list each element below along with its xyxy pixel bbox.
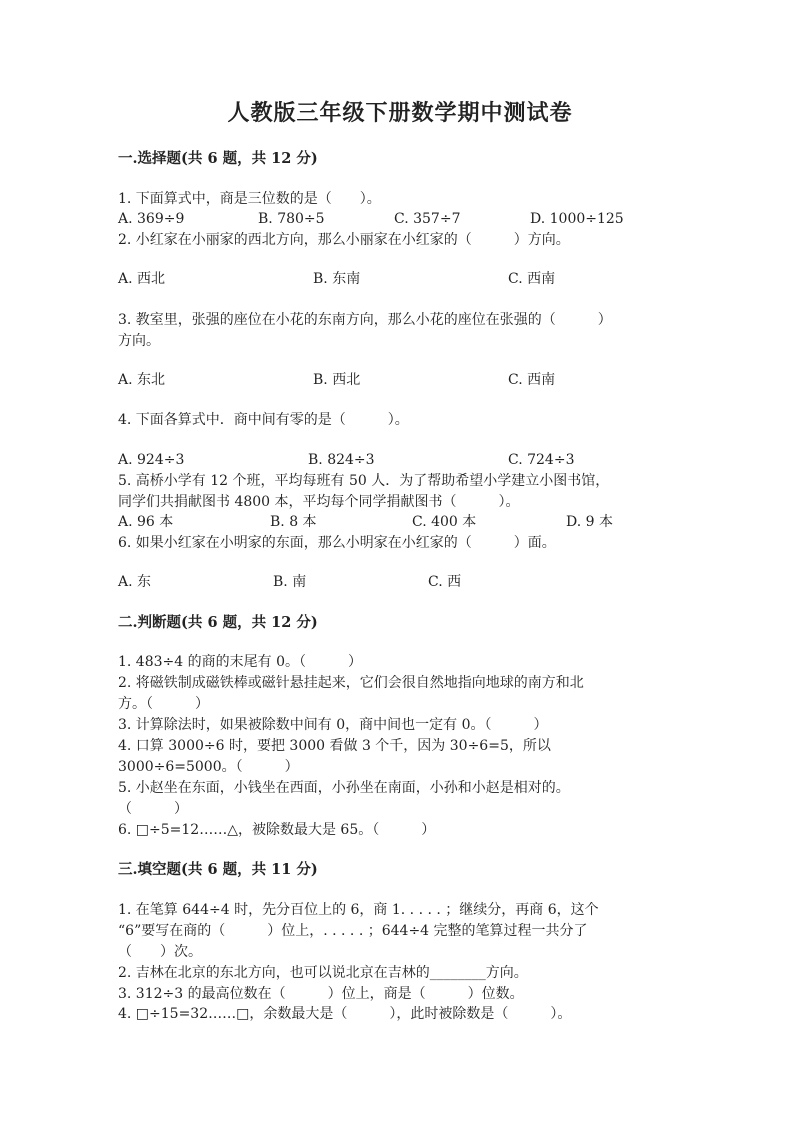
question-line: 1. 在笔算 644÷4 时，先分百位上的 6，商 1. . . . . ；继续分，再商 6，这个 <box>118 902 599 918</box>
question-line: 3. 312÷3 的最高位数在（ ）位上，商是（ ）位数。 <box>118 986 524 1002</box>
option-c: C. 西南 <box>508 271 556 287</box>
question-stem-cont: 方向。 <box>118 333 160 349</box>
option-a: A. 924÷3 <box>118 452 185 468</box>
option-c: C. 357÷7 <box>394 211 461 227</box>
question-line: 2. 将磁铁制成磁铁棒或磁针悬挂起来，它们会很自然地指向地球的南方和北 <box>118 675 584 691</box>
option-c: C. 西南 <box>508 372 556 388</box>
section-heading-judge: 二.判断题(共 6 题，共 12 分) <box>118 614 318 631</box>
question-stem: 6. 如果小红家在小明家的东面，那么小明家在小红家的（ ）面。 <box>118 535 556 551</box>
option-d: D. 9 本 <box>566 514 613 530</box>
section-heading-fill: 三.填空题(共 6 题，共 11 分) <box>118 861 318 878</box>
question-line: 4. □÷15=32……□，余数最大是（ ），此时被除数是（ ）。 <box>118 1006 572 1022</box>
section-heading-choice: 一.选择题(共 6 题，共 12 分) <box>118 150 318 167</box>
option-a: A. 96 本 <box>118 514 174 530</box>
question-stem-cont: 同学们共捐献图书 4800 本，平均每个同学捐献图书（ ）。 <box>118 494 520 510</box>
option-c: C. 西 <box>428 574 462 590</box>
question-stem: 3. 教室里，张强的座位在小花的东南方向，那么小花的座位在张强的（ ） <box>118 312 612 328</box>
option-b: B. 南 <box>273 574 307 590</box>
question-stem: 1. 下面算式中，商是三位数的是（ ）。 <box>118 191 381 207</box>
question-line: 3000÷6=5000。（ ） <box>118 759 299 775</box>
question-stem: 5. 高桥小学有 12 个班，平均每班有 50 人．为了帮助希望小学建立小图书馆， <box>118 473 610 489</box>
option-a: A. 东北 <box>118 372 166 388</box>
question-line: 3. 计算除法时，如果被除数中间有 0，商中间也一定有 0。（ ） <box>118 717 548 733</box>
page-title: 人教版三年级下册数学期中测试卷 <box>227 100 573 126</box>
question-line: “6”要写在商的（ ）位上，. . . . . ；644÷4 完整的笔算过程一共分了 <box>118 923 588 939</box>
question-stem: 2. 小红家在小丽家的西北方向，那么小丽家在小红家的（ ）方向。 <box>118 232 570 248</box>
option-b: B. 东南 <box>313 271 361 287</box>
question-line: （ ）次。 <box>118 944 202 960</box>
option-a: A. 369÷9 <box>118 211 185 227</box>
question-line: 2. 吉林在北京的东北方向，也可以说北京在吉林的________方向。 <box>118 965 528 981</box>
option-a: A. 西北 <box>118 271 166 287</box>
question-stem: 4. 下面各算式中．商中间有零的是（ ）。 <box>118 412 409 428</box>
option-b: B. 西北 <box>313 372 361 388</box>
question-line: 4. 口算 3000÷6 时，要把 3000 看做 3 个千，因为 30÷6=5，所以 <box>118 738 551 754</box>
option-b: B. 8 本 <box>270 514 317 530</box>
option-b: B. 824÷3 <box>308 452 375 468</box>
option-c: C. 724÷3 <box>508 452 575 468</box>
question-line: （ ） <box>118 801 188 817</box>
option-a: A. 东 <box>118 574 152 590</box>
option-b: B. 780÷5 <box>258 211 325 227</box>
question-line: 6. □÷5=12……△，被除数最大是 65。（ ） <box>118 822 436 838</box>
question-line: 方。（ ） <box>118 696 209 712</box>
question-line: 1. 483÷4 的商的末尾有 0。（ ） <box>118 654 362 670</box>
option-d: D. 1000÷125 <box>530 211 624 227</box>
option-c: C. 400 本 <box>412 514 477 530</box>
question-line: 5. 小赵坐在东面，小钱坐在西面，小孙坐在南面，小孙和小赵是相对的。 <box>118 780 570 796</box>
